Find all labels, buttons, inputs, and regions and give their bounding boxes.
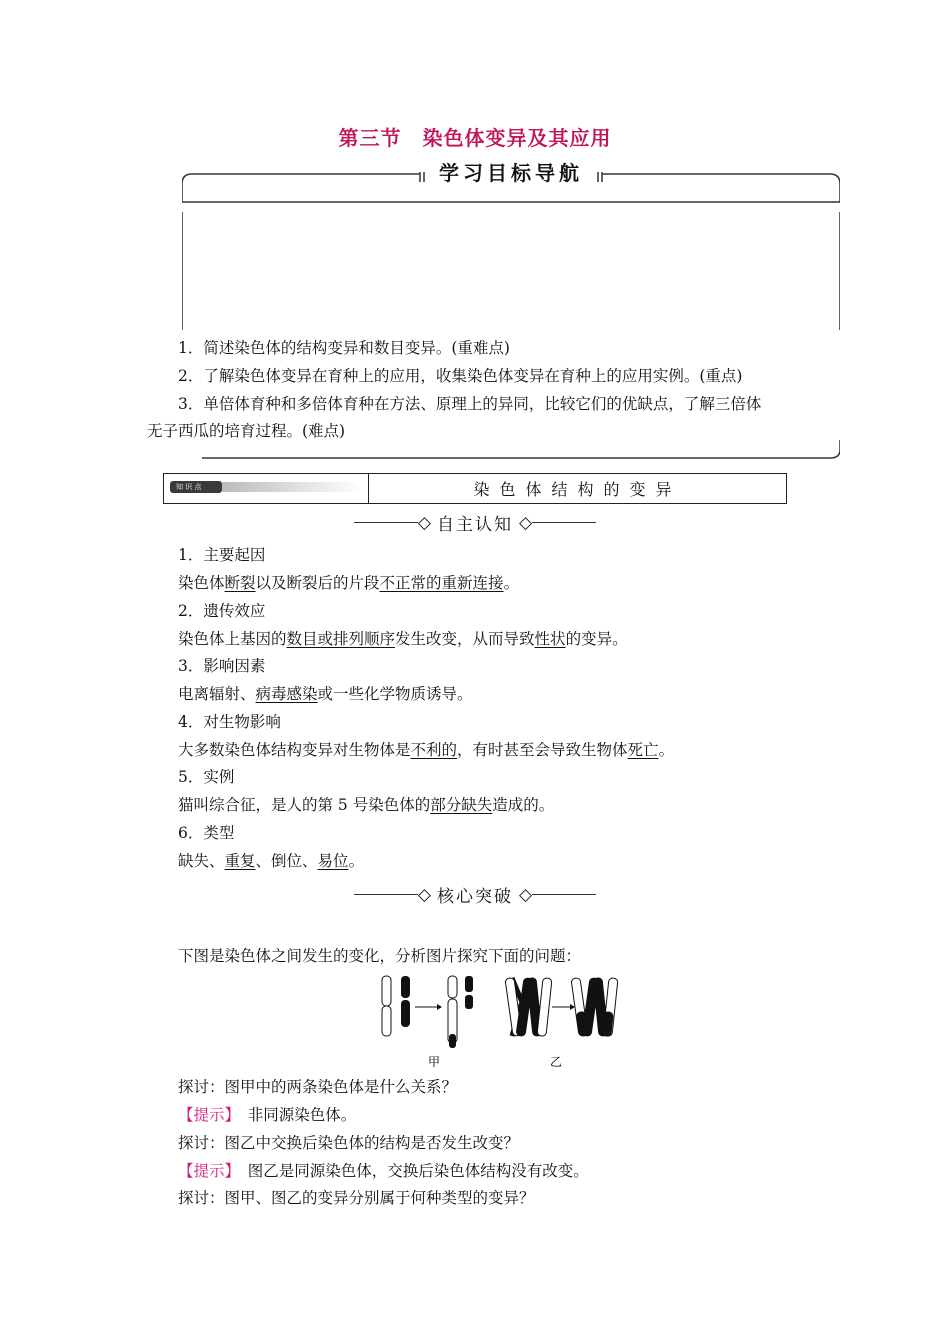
- item-heading: 4．对生物影响: [178, 713, 281, 731]
- item-body: 大多数染色体结构变异对生物体是不利的，有时甚至会导致生物体死亡。: [178, 741, 675, 759]
- diamond-icon: ◇: [519, 884, 533, 905]
- item-heading: 6．类型: [178, 824, 235, 842]
- figure-label-yi: 乙: [550, 1055, 563, 1069]
- tag-decoration: [222, 482, 362, 492]
- goal-item-3: 3．单倍体育种和多倍体育种在方法、原理上的异同，比较它们的优缺点，了解三倍体: [178, 395, 762, 413]
- chromosome-figure: [370, 972, 620, 1072]
- question: 探讨：图甲中的两条染色体是什么关系？: [178, 1078, 458, 1096]
- section-rule-left: [354, 894, 418, 895]
- item-body: 电离辐射、病毒感染或一些化学物质诱导。: [178, 685, 473, 703]
- answer: 【提示】 图乙是同源染色体，交换后染色体结构没有改变。: [178, 1162, 589, 1180]
- figure-label-jia: 甲: [428, 1055, 441, 1069]
- section-rule-left: [354, 522, 418, 523]
- core-intro: 下图是染色体之间发生的变化，分析图片探究下面的问题：: [178, 947, 582, 965]
- section-rule-right: [532, 894, 596, 895]
- question: 探讨：图甲、图乙的变异分别属于何种类型的变异？: [178, 1189, 535, 1207]
- item-body: 染色体断裂以及断裂后的片段不正常的重新连接。: [178, 574, 520, 592]
- goal-item-1: 1．简述染色体的结构变异和数目变异。(重难点): [178, 339, 510, 357]
- item-heading: 3．影响因素: [178, 657, 266, 675]
- goal-item-3-cont: 无子西瓜的培育过程。(难点): [147, 422, 346, 440]
- answer: 【提示】 非同源染色体。: [178, 1106, 357, 1124]
- item-heading: 5．实例: [178, 768, 235, 786]
- diamond-icon: ◇: [417, 884, 431, 905]
- diamond-icon: ◇: [417, 512, 431, 533]
- goals-header: 学习目标导航: [435, 161, 587, 185]
- section-self-study: [0, 510, 950, 535]
- item-body: 染色体上基因的数目或排列顺序发生改变，从而导致性状的变异。: [178, 630, 628, 648]
- section-rule-right: [532, 522, 596, 523]
- section-title: 核心突破: [437, 887, 513, 907]
- section-title: 自主认知: [437, 515, 513, 535]
- knowledge-point-label: 染色体结构的变异: [473, 480, 682, 499]
- item-body: 猫叫综合征，是人的第 5 号染色体的部分缺失造成的。: [178, 796, 555, 814]
- item-heading: 2．遗传效应: [178, 602, 266, 620]
- page-title: 第三节 染色体变异及其应用: [338, 126, 612, 150]
- question: 探讨：图乙中交换后染色体的结构是否发生改变？: [178, 1134, 520, 1152]
- goal-item-2: 2．了解染色体变异在育种上的应用，收集染色体变异在育种上的应用实例。(重点): [178, 367, 743, 385]
- diamond-icon: ◇: [519, 512, 533, 533]
- item-heading: 1．主要起因: [178, 546, 266, 564]
- hint-label: 【提示】: [178, 1162, 233, 1180]
- item-body: 缺失、重复、倒位、易位。: [178, 852, 365, 870]
- hint-label: 【提示】: [178, 1106, 233, 1124]
- knowledge-point-tag: 知 识 点: [170, 481, 222, 493]
- section-core: [0, 882, 950, 907]
- knowledge-point-bar: [163, 473, 787, 504]
